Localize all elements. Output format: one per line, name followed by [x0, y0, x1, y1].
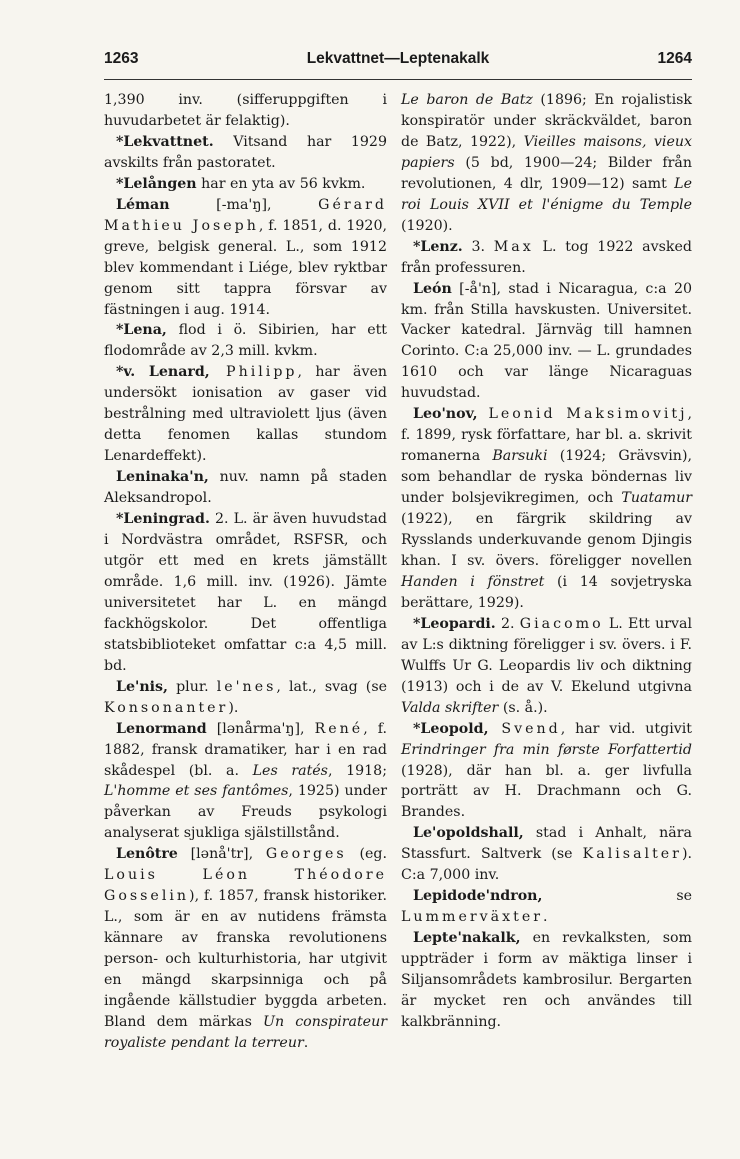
- page-number-left: 1263: [104, 50, 139, 67]
- entry-leopardi: *Leopardi. 2. Giacomo L. Ett urval av L:s diktning föreligger i sv. övers. i F. Wulffs Ur G. Leopardis liv och diktning (1913) och i de av V. Ekelund utgivna Valda skrifter (s. å.).: [401, 615, 693, 716]
- entry-lekvattnet: *Lekvattnet. Vitsand har 1929 avskilts från pastoratet.: [104, 133, 387, 171]
- entry-lenormand: Lenormand [lənårma'ŋ], René, f. 1882, fransk dramatiker, har i en rad skådespel (bl. a. Les ratés, 1918; L'homme et ses fantômes, 1925) under påverkan av Freuds psykologi analyserat sjukliga själstillstånd.: [104, 720, 387, 842]
- entry-leon: León [-å'n], stad i Nicaragua, c:a 20 km. från Stilla havskusten. Universitet. Vacker katedral. Järnväg till hamnen Corinto. C:a 25,000 inv. — L. grundades 1610 och var länge Nicaraguas huvudstad.: [401, 280, 692, 402]
- right-column: [401, 90, 692, 1033]
- entry-leopoldshall: Le'opoldshall, stad i Anhalt, nära Stassfurt. Saltverk (se Kalisalter). C:a 7,000 inv.: [401, 825, 692, 884]
- entry-leninakan: Leninaka'n, nuv. namn på staden Aleksandropol.: [104, 469, 387, 507]
- entry-lenis: Le'nis, plur. le'nes, lat., svag (se Konsonanter).: [104, 678, 387, 716]
- entry-lepidodendron: Lepidode'ndron, se Lummerväxter.: [401, 888, 692, 926]
- entry-leonov: Leo'nov, Leonid Maksimovitj, f. 1899, rysk författare, har bl. a. skrivit romanerna Barsuki (1924; Grävsvin), som behandlar de ryska böndernas liv under bolsjevikregimen, och Tuatamur (1922), en färgrik skildring av Rysslands underkuvande genom Djingis khan. I sv. övers. föreligger novellen Handen i fönstret (i 14 sovjetryska berättare, 1929).: [401, 406, 692, 611]
- entry-lenz: *Lenz. 3. Max L. tog 1922 avsked från professuren.: [401, 238, 692, 276]
- left-column: [104, 90, 387, 1054]
- entry-leningrad: *Leningrad. 2. L. är även huvudstad i Nordvästra området, RSFSR, och utgör ett med en krets jämställt område. 1,6 mill. inv. (1926). Jämte universitetet har L. en mängd fackhögskolor. Det offentliga statsbiblioteket omfattar c:a 4,5 mill. bd.: [104, 511, 387, 674]
- entry-lena: *Lena, flod i ö. Sibirien, har ett flodområde av 2,3 mill. kvkm.: [104, 322, 387, 360]
- header-rule: [104, 79, 692, 80]
- entry-leman: Léman [-ma'ŋ], Gérard Mathieu Joseph, f. 1851, d. 1920, greve, belgisk general. L., som 1912 blev kommendant i Liége, blev ryktbar genom sitt tappra försvar av fästningen i aug. 1914.: [104, 196, 387, 318]
- entry-lenotre: Lenôtre [lənå'tr], Georges (eg. Louis Léon Théodore Gosselin), f. 1857, fransk historiker. L., som är en av nutidens främsta kännare av franska revolutionens person- och kulturhistoria, har utgivit en mängd skarpsinniga och på ingående källstudier byggda arbeten. Bland dem märkas Un conspirateur royaliste pendant la terreur.: [104, 846, 387, 1051]
- entry-lelangen: *Lelången har en yta av 56 kvkm.: [116, 175, 366, 192]
- page-number-right: 1264: [657, 50, 692, 67]
- entry-leptenakalk: Lepte'nakalk, en revkalksten, som uppträder i form av mäktiga linser i Siljansområdets kambrosilur. Bergarten är mycket ren och användes till kalkbränning.: [401, 930, 692, 1030]
- entry-leopold: *Leopold, Svend, har vid. utgivit Erindringer fra min første Forfattertid (1928), där han bl. a. ger livfulla porträtt av H. Drachmann och G. Brandes.: [401, 720, 692, 821]
- page-header: [104, 48, 692, 74]
- entry-lenard: *v. Lenard, Philipp, har även undersökt ionisation av gaser vid bestrålning med ultraviolett ljus (även detta fenomen kallas stundom Lenardeffekt).: [104, 364, 387, 465]
- running-title: Lekvattnet—Leptenakalk: [306, 50, 490, 67]
- entry-continuation: 1,390 inv. (sifferuppgiften i huvudarbetet är felaktig).: [104, 92, 387, 129]
- entry-lenotre-continuation: Le baron de Batz (1896; En rojalistisk konspiratör under skräckväldet, baron de Batz, 1922), Vieilles maisons, vieux papiers (5 bd, 1900—24; Bilder från revolutionen, 4 dlr, 1909—12) samt Le roi Louis XVII et l'énigme du Temple (1920).: [401, 92, 692, 234]
